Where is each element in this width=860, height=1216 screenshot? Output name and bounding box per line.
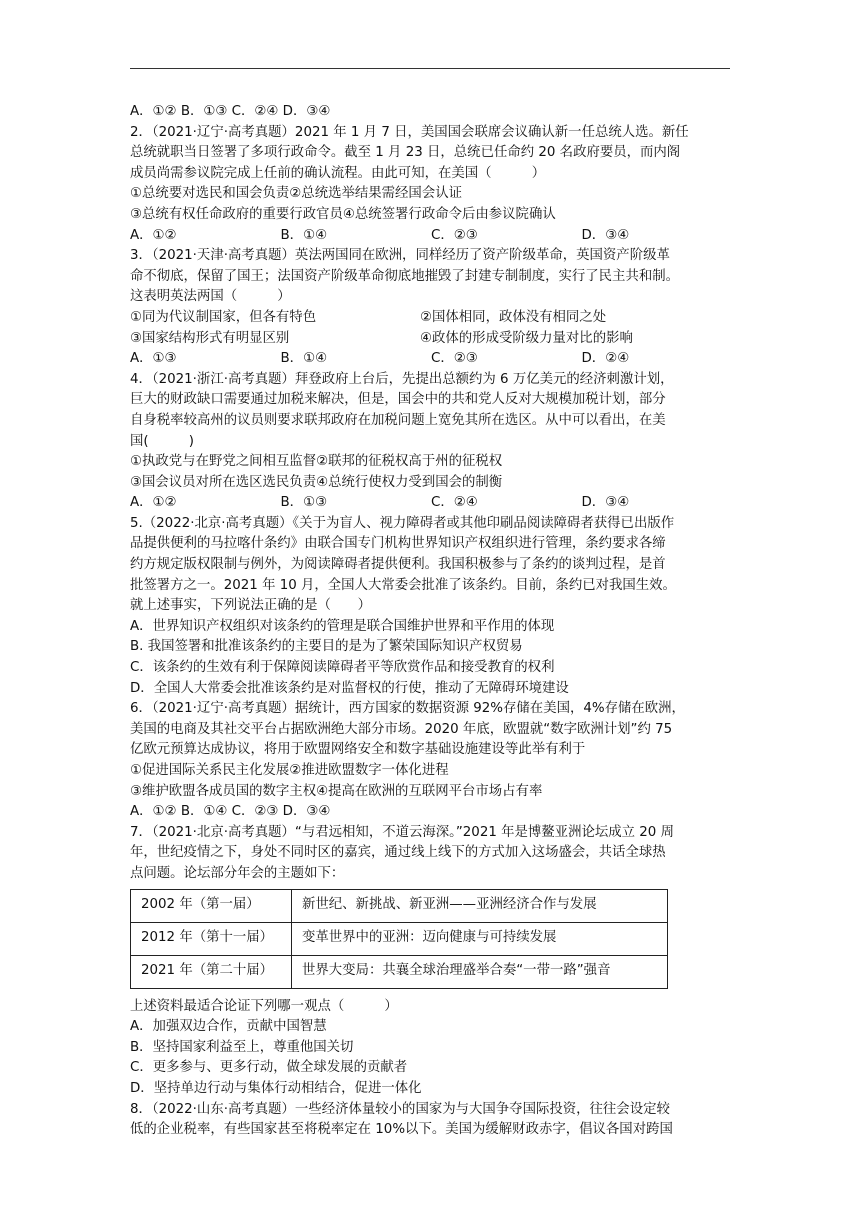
question-4 [130, 370, 732, 514]
forum-themes-table [130, 889, 668, 989]
q2-line: 成员尚需参议院完成上任前的确认流程。由此可知，在美国（ ） [130, 165, 546, 181]
q8-line: 8．（2022·山东·高考真题）一些经济体量较小的国家为与大国争夺国际投资，往往会设定较 [130, 1101, 670, 1117]
table-row [131, 889, 668, 922]
table-cell-year: 2021 年（第二十届） [131, 955, 292, 988]
q2-options [130, 226, 732, 247]
q4-line: 国( ) [130, 433, 195, 449]
statement-2: ②国体相同，政体没有相同之处 [420, 309, 607, 325]
q4-line: ③国会议员对所在选区选民负责④总统行使权力受到国会的制衡 [130, 474, 503, 490]
q3-line: 3．（2021·天津·高考真题）英法两国同在欧洲，同样经历了资产阶级革命，英国资产阶级革 [130, 248, 670, 264]
q2-line: 总统就职当日签署了多项行政命令。截至 1 月 23 日，总统已任命约 20 名政府要员，而内阁 [130, 145, 681, 161]
q6-line: ①促进国际关系民主化发展②推进欧盟数字一体化进程 [130, 763, 449, 778]
q2-line: ①总统要对选民和国会负责②总统选举结果需经国会认证 [130, 186, 462, 202]
exam-content [130, 102, 732, 1141]
q4-line: 自身税率较高州的议员则要求联邦政府在加税问题上宽免其所在选区。从中可以看出，在美 [130, 412, 666, 428]
q2-line: ③总统有权任命政府的重要行政官员④总统签署行政命令后由参议院确认 [130, 206, 556, 222]
option-a: A．①③ [130, 351, 177, 367]
option-c: C．②③ [431, 227, 478, 243]
q6-line: 美国的电商及其社交平台占据欧洲绝大部分市场。2020 年底，欧盟就“数字欧洲计划”约 75 [130, 721, 673, 737]
question-7 [130, 823, 732, 1100]
question-2 [130, 123, 732, 247]
q5-option: B. 我国签署和批准该条约的主要目的是为了繁荣国际知识产权贸易 [130, 639, 523, 655]
q7-line: 年，世纪疫情之下，身处不同时区的嘉宾，通过线上线下的方式加入这场盛会，共话全球热 [130, 845, 666, 861]
q5-option: C．该条约的生效有利于保障阅读障碍者平等欣赏作品和接受教育的权利 [130, 660, 555, 676]
question-6 [130, 699, 732, 823]
option-d: D．③④ [581, 495, 630, 511]
option-a: A．①② [130, 495, 177, 511]
table-cell-theme: 变革世界中的亚洲：迈向健康与可持续发展 [292, 922, 668, 955]
q5-option: A．世界知识产权组织对该条约的管理是联合国维护世界和平作用的体现 [130, 618, 555, 634]
table-cell-theme: 新世纪、新挑战、新亚洲——亚洲经济合作与发展 [292, 889, 668, 922]
q5-line: 批签署方之一。2021 年 10 月，全国人大常委会批准了该条约。目前，条约已对我国生效。 [130, 577, 676, 593]
statement-1: ①同为代议制国家，但各有特色 [130, 309, 317, 325]
q5-line: 约方规定版权限制与例外，为阅读障碍者提供便利。我国积极参与了条约的谈判过程，是首 [130, 557, 666, 573]
option-b: B．①④ [280, 227, 328, 243]
q6-options: A．①② B．①④ C．②③ D．③④ [130, 804, 331, 820]
option-d: D．③④ [581, 227, 630, 243]
question-3 [130, 246, 732, 370]
q2-line: 2．（2021·辽宁·高考真题）2021 年 1 月 7 日，美国国会联席会议确认新一任总统人选。新任 [130, 124, 689, 140]
q5-line: 就上述事实，下列说法正确的是（ ） [130, 598, 372, 614]
table-row [131, 922, 668, 955]
option-c: C．②④ [431, 495, 478, 511]
question-5 [130, 514, 732, 699]
option-a: A．①② [130, 227, 177, 243]
q7-option: C．更多参与、更多行动，做全球发展的贡献者 [130, 1060, 408, 1076]
table-row [131, 955, 668, 988]
q5-option: D．全国人大常委会批准该条约是对监督权的行使，推动了无障碍环境建设 [130, 680, 569, 696]
option-d: D．②④ [581, 351, 630, 367]
q7-option: A．加强双边合作，贡献中国智慧 [130, 1019, 327, 1035]
question-8 [130, 1100, 732, 1141]
option-c: C．②③ [431, 351, 478, 367]
q6-line: ③维护欧盟各成员国的数字主权④提高在欧洲的互联网平台市场占有率 [130, 783, 543, 799]
table-cell-theme: 世界大变局：共襄全球治理盛举合奏“一带一路”强音 [292, 955, 668, 988]
option-b: B．①④ [280, 351, 328, 367]
q3-line: 这表明英法两国（ ） [130, 289, 291, 305]
statement-3: ③国家结构形式有明显区别 [130, 330, 290, 346]
q5-line: 品提供便利的马拉喀什条约》由联合国专门机构世界知识产权组织进行管理，条约要求各缔 [130, 536, 666, 552]
q3-statements [130, 308, 732, 329]
table-cell-year: 2002 年（第一届） [131, 889, 292, 922]
header-rule [130, 68, 730, 69]
q7-line: 上述资料最适合论证下列哪一观点（ ） [130, 998, 398, 1014]
q8-line: 低的企业税率，有些国家甚至将税率定在 10%以下。美国为缓解财政赤字，倡议各国对跨国 [130, 1122, 673, 1138]
option-b: B．①③ [280, 495, 328, 511]
q7-line: 点问题。论坛部分年会的主题如下： [130, 865, 345, 881]
q6-line: 6．（2021·辽宁·高考真题）据统计，西方国家的数据资源 92%存储在美国，4%存储在欧洲， [130, 701, 685, 717]
q7-line: 7．（2021·北京·高考真题）“与君远相知，不道云海深。”2021 年是博鳌亚洲论坛成立 20 周 [130, 824, 674, 840]
q3-statements [130, 329, 732, 350]
q4-line: 4．（2021·浙江·高考真题）拜登政府上台后，先提出总额约为 6 万亿美元的经济刺激计划， [130, 371, 674, 387]
table-cell-year: 2012 年（第十一届） [131, 922, 292, 955]
q7-option: D．坚持单边行动与集体行动相结合，促进一体化 [130, 1080, 422, 1096]
q1-options: A．①② B．①③ C．②④ D．③④ [130, 104, 331, 119]
q3-options [130, 349, 732, 370]
q6-line: 亿欧元预算达成协议，将用于欧盟网络安全和数字基础设施建设等此举有利于 [130, 742, 586, 758]
q3-line: 命不彻底，保留了国王；法国资产阶级革命彻底地摧毁了封建专制制度，实行了民主共和制。 [130, 268, 680, 284]
q5-line: 5.（2022·北京·高考真题）《关于为盲人、视力障碍者或其他印刷品阅读障碍者获得已出版作 [130, 515, 675, 531]
q4-options [130, 493, 732, 514]
statement-4: ④政体的形成受阶级力量对比的影响 [420, 330, 633, 346]
q4-line: ①执政党与在野党之间相互监督②联邦的征税权高于州的征税权 [130, 454, 503, 470]
q4-line: 巨大的财政缺口需要通过加税来解决，但是，国会中的共和党人反对大规模加税计划，部分 [130, 392, 666, 408]
q7-option: B．坚持国家利益至上，尊重他国关切 [130, 1039, 354, 1055]
